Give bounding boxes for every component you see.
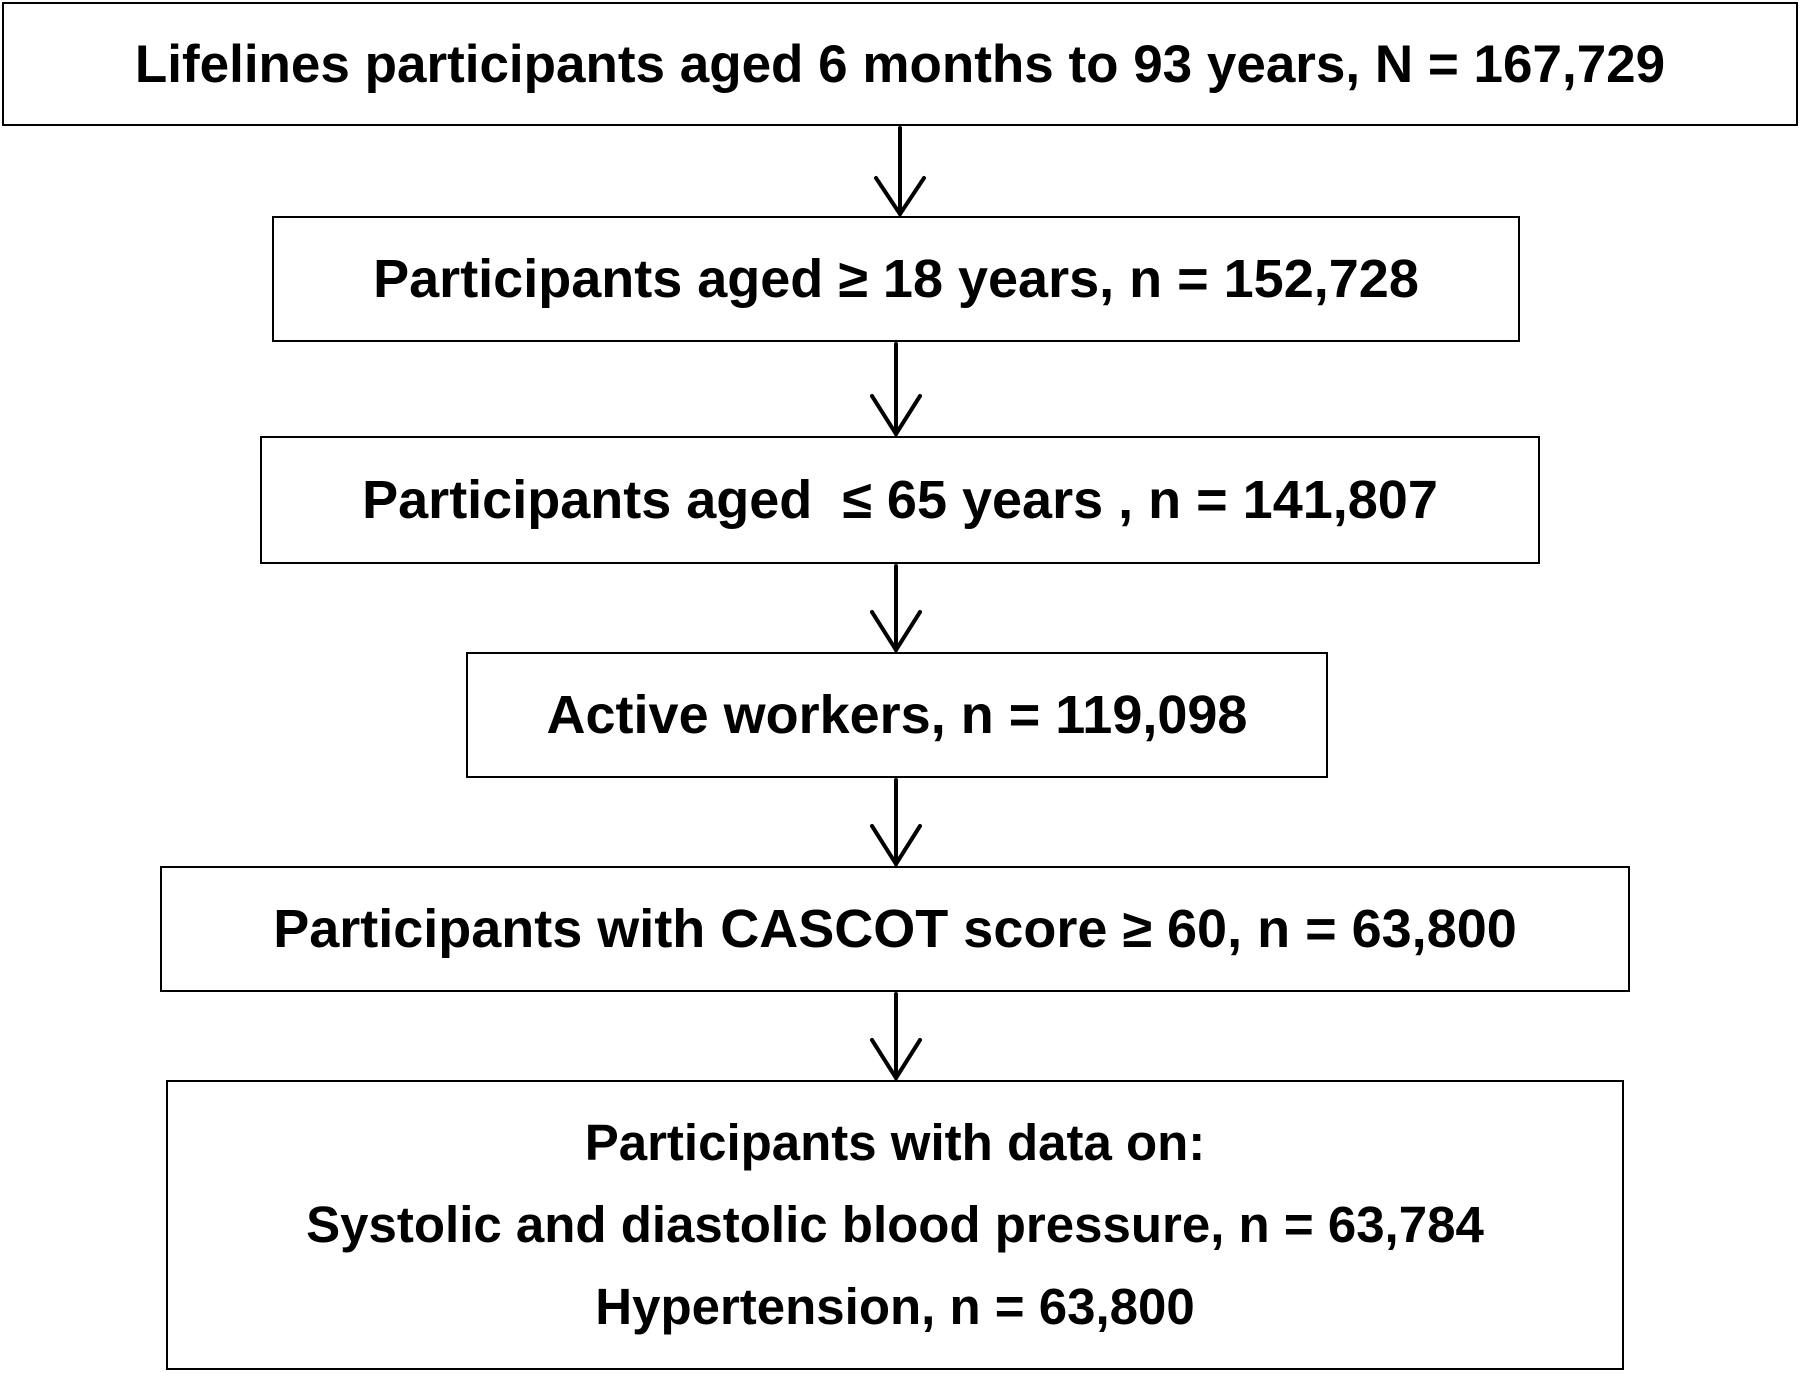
arrow-5-to-6 [872, 994, 920, 1078]
step-3-text: Participants aged ≤ 65 years , n = 141,807 [362, 470, 1438, 530]
arrow-1-to-2 [876, 128, 924, 214]
step-2-text: Participants aged ≥ 18 years, n = 152,728 [373, 249, 1419, 309]
arrow-3-to-4 [872, 566, 920, 650]
step-5-text: Participants with CASCOT score ≥ 60, n = 63,800 [273, 899, 1517, 959]
step-6-text-line-3: Hypertension, n = 63,800 [595, 1278, 1195, 1335]
step-6-text-line-1: Participants with data on: [584, 1114, 1206, 1171]
step-1-text: Lifelines participants aged 6 months to 93 years, N = 167,729 [134, 34, 1666, 94]
arrow-2-to-3 [872, 344, 920, 434]
step-6-text-line-2: Systolic and diastolic blood pressure, n = 63,784 [306, 1196, 1484, 1253]
arrow-4-to-5 [872, 780, 920, 864]
step-4-text: Active workers, n = 119,098 [546, 685, 1248, 745]
